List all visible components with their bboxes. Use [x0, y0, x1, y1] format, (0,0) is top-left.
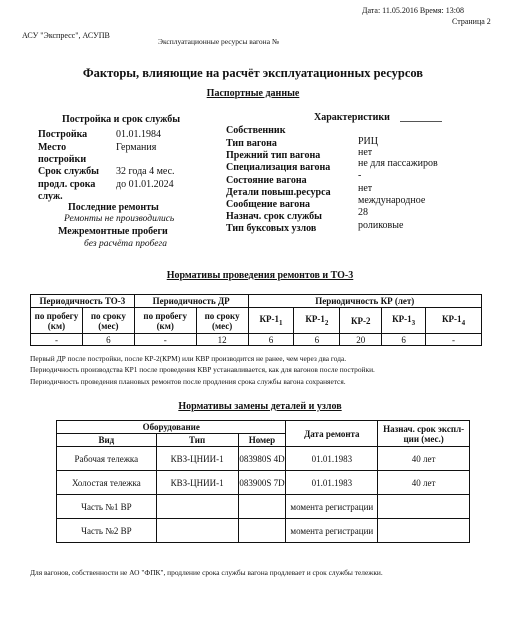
build-place-value: Германия	[116, 142, 157, 153]
build-value: 01.01.1984	[116, 129, 161, 140]
table-row	[57, 447, 470, 471]
build-place-label: Место постройки	[38, 142, 87, 165]
dr-mileage-header: по пробегу (км)	[134, 308, 196, 334]
service-type-value: международное	[358, 195, 426, 206]
table-cell: момента регистрации	[286, 495, 378, 519]
table-cell: КВЗ-ЦНИИ-1	[156, 471, 238, 495]
table-cell	[238, 519, 286, 543]
table-cell: 20	[340, 334, 382, 346]
build-heading: Постройка и срок службы	[62, 114, 181, 125]
table-cell: 01.01.1983	[286, 447, 378, 471]
assigned-life-label: Назнач. срок службы	[226, 211, 322, 222]
heading-rule	[400, 121, 442, 122]
repairs-note-2: Периодичность производства КР1 после проведения КВР устанавливается, как для вагонов после постройки.	[30, 365, 375, 374]
dr-header: Периодичность ДР	[134, 295, 248, 308]
axlebox-value: роликовые	[358, 220, 404, 231]
table-row	[57, 495, 470, 519]
kr-header: Периодичность КР (лет)	[248, 295, 481, 308]
repairs-note-3: Периодичность проведения плановых ремонтов после продления срока службы вагона сохраняется.	[30, 377, 346, 386]
to3-term-header: по сроку (мес)	[82, 308, 134, 334]
table-cell: Рабочая тележка	[57, 447, 157, 471]
extension-label: продл. срока служ.	[38, 179, 96, 202]
table-cell	[238, 495, 286, 519]
repairs-heading: Последние ремонты	[68, 202, 159, 213]
table-cell	[378, 519, 470, 543]
specialization-label: Специализация вагона	[226, 162, 331, 173]
service-type-label: Сообщение вагона	[226, 199, 311, 210]
system-name: АСУ "Экспресс", АСУПВ	[22, 31, 110, 40]
passport-heading: Паспортные данные	[206, 88, 300, 99]
to3-mileage-header: по пробегу (км)	[31, 308, 83, 334]
repairs-norms-heading: Нормативы проведения ремонтов и ТО-3	[166, 270, 354, 281]
mileage-heading: Межремонтные пробеги	[58, 226, 168, 237]
type-header: Тип	[156, 434, 238, 447]
build-label: Постройка	[38, 129, 88, 140]
to3-header: Периодичность ТО-3	[31, 295, 135, 308]
table-cell: -	[426, 334, 482, 346]
parts-norms-heading: Нормативы замены деталей и узлов	[178, 401, 342, 412]
parts-norms-table	[56, 420, 470, 543]
table-cell: 6	[248, 334, 294, 346]
number-header: Номер	[238, 434, 286, 447]
condition-value: -	[358, 170, 362, 181]
table-cell: момента регистрации	[286, 519, 378, 543]
table-cell	[156, 495, 238, 519]
kr14-header: $КР-1_4$	[426, 308, 482, 334]
upgraded-parts-value: нет	[358, 183, 373, 194]
print-date: Дата: 11.05.2016 Время: 13:08	[362, 6, 464, 15]
kr13-header: $КР-1_3$	[382, 308, 426, 334]
assigned-term-header: Назнач. срок экспл-ции (мес.)	[378, 421, 470, 447]
kr2-header: КР-2	[340, 308, 382, 334]
table-cell: 6	[82, 334, 134, 346]
kr11-header: $КР-1_1$	[248, 308, 294, 334]
table-cell: Часть №1 ВР	[57, 495, 157, 519]
table-cell: 01.01.1983	[286, 471, 378, 495]
equipment-header: Оборудование	[57, 421, 286, 434]
condition-label: Состояние вагона	[226, 175, 307, 186]
table-cell: Холостая тележка	[57, 471, 157, 495]
table-row	[57, 519, 470, 543]
table-cell	[378, 495, 470, 519]
mileage-value: без расчёта пробега	[84, 239, 167, 249]
kr12-header: $КР-1_2$	[294, 308, 340, 334]
table-cell: 6	[382, 334, 426, 346]
table-cell: 12	[196, 334, 248, 346]
table-cell: КВЗ-ЦНИИ-1	[156, 447, 238, 471]
repairs-note-1: Первый ДР после постройки, после КР-2(КРМ) или КВР производится не ранее, чем через два года.	[30, 354, 347, 363]
service-life-label: Срок службы	[38, 166, 99, 177]
service-life-value: 32 года 4 мес.	[116, 166, 175, 177]
wagon-type-label: Тип вагона	[226, 138, 277, 149]
table-cell	[156, 519, 238, 543]
table-cell: 6	[294, 334, 340, 346]
kind-header: Вид	[57, 434, 157, 447]
dr-term-header: по сроку (мес)	[196, 308, 248, 334]
table-cell: Часть №2 ВР	[57, 519, 157, 543]
repairs-norms-table	[30, 294, 482, 346]
owner-label: Собственник	[226, 125, 286, 136]
table-cell: 40 лет	[378, 447, 470, 471]
extension-value: до 01.01.2024	[116, 179, 174, 190]
assigned-life-value: 28	[358, 207, 368, 218]
repairs-value: Ремонты не производились	[64, 214, 175, 224]
upgraded-parts-label: Детали повыш.ресурса	[226, 187, 331, 198]
page-number: Страница 2	[452, 17, 491, 26]
table-row	[57, 471, 470, 495]
table-cell: 083900S 7D	[238, 471, 286, 495]
table-cell: 40 лет	[378, 471, 470, 495]
report-name: Эксплуатационные ресурсы вагона №	[158, 37, 280, 46]
repair-date-header: Дата ремонта	[286, 421, 378, 447]
parts-footer-note: Для вагонов, собственности не АО "ФПК", продление срока службы вагона продлевает и срок службы тележки.	[30, 568, 383, 577]
axlebox-label: Тип буксовых узлов	[226, 223, 317, 234]
prev-type-value: нет	[358, 147, 373, 158]
wagon-type-value: РИЦ	[358, 136, 379, 147]
table-cell: -	[31, 334, 83, 346]
specialization-value: не для пассажиров	[358, 158, 438, 169]
prev-type-label: Прежний тип вагона	[226, 150, 321, 161]
char-heading: Характеристики	[314, 112, 390, 123]
table-cell: 083980S 4D	[238, 447, 286, 471]
table-cell: -	[134, 334, 196, 346]
page-title: Факторы, влияющие на расчёт эксплуатационных ресурсов	[82, 66, 424, 80]
